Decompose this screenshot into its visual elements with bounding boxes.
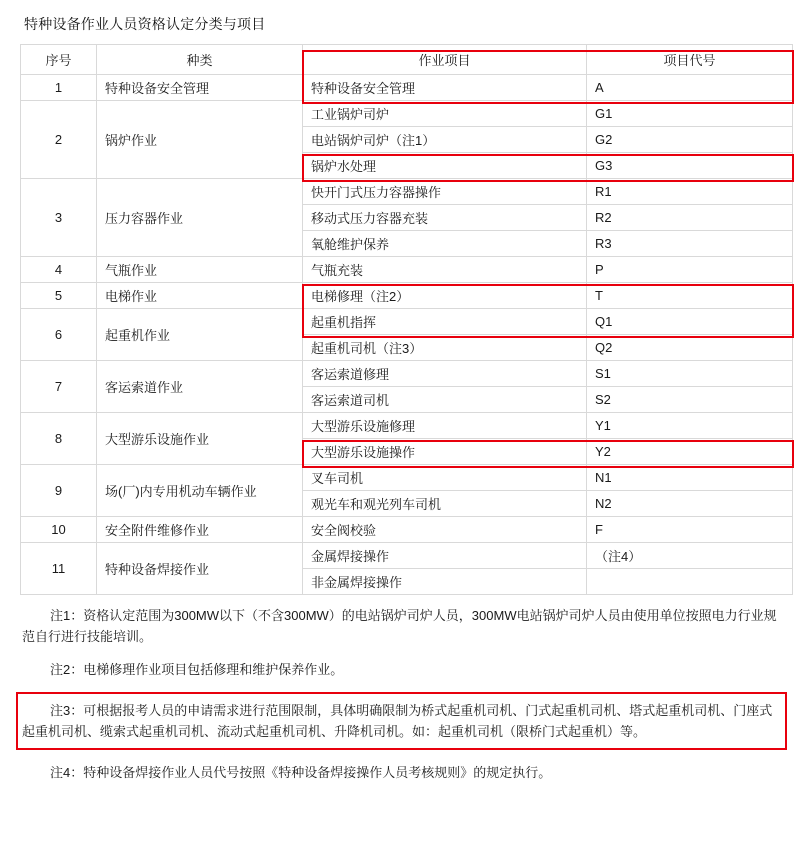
- table-header-row: [21, 45, 793, 75]
- cell-code: S1: [587, 361, 793, 387]
- cell-no: 5: [21, 283, 97, 309]
- table-body: [21, 75, 793, 595]
- table-row: [21, 75, 793, 101]
- column-header-code: 项目代号: [587, 45, 793, 75]
- cell-category: 大型游乐设施作业: [97, 413, 303, 465]
- cell-no: 8: [21, 413, 97, 465]
- cell-code: Q1: [587, 309, 793, 335]
- cell-no: 4: [21, 257, 97, 283]
- cell-code: R1: [587, 179, 793, 205]
- cell-code: S2: [587, 387, 793, 413]
- cell-no: 10: [21, 517, 97, 543]
- cell-item: 氧舱维护保养: [303, 231, 587, 257]
- cell-no: 1: [21, 75, 97, 101]
- cell-code: R3: [587, 231, 793, 257]
- cell-category: 起重机作业: [97, 309, 303, 361]
- cell-item: 安全阀校验: [303, 517, 587, 543]
- cell-item: 电梯修理（注2）: [303, 283, 587, 309]
- cell-item: 客运索道修理: [303, 361, 587, 387]
- cell-item: 特种设备安全管理: [303, 75, 587, 101]
- cell-item: 工业锅炉司炉: [303, 101, 587, 127]
- column-header-category: 种类: [97, 45, 303, 75]
- cell-category: 压力容器作业: [97, 179, 303, 257]
- cell-category: 特种设备安全管理: [97, 75, 303, 101]
- cell-code: A: [587, 75, 793, 101]
- cell-item: 客运索道司机: [303, 387, 587, 413]
- cell-category: 特种设备焊接作业: [97, 543, 303, 595]
- cell-item: 锅炉水处理: [303, 153, 587, 179]
- cell-category: 客运索道作业: [97, 361, 303, 413]
- column-header-item: 作业项目: [303, 45, 587, 75]
- cell-code: P: [587, 257, 793, 283]
- cell-code: Y1: [587, 413, 793, 439]
- note-text: 注3：可根据报考人员的申请需求进行范围限制，具体明确限制为桥式起重机司机、门式起重机司机、塔式起重机司机、门座式起重机司机、缆索式起重机司机、流动式起重机司机、升降机司机。如：起重机司机（限桥门式起重机）等。: [22, 703, 773, 739]
- cell-category: 电梯作业: [97, 283, 303, 309]
- cell-code: （注4）: [587, 543, 793, 569]
- cell-code: Q2: [587, 335, 793, 361]
- notes-section: [22, 605, 781, 783]
- cell-category: 气瓶作业: [97, 257, 303, 283]
- column-header-no: 序号: [21, 45, 97, 75]
- cell-item: 气瓶充装: [303, 257, 587, 283]
- cell-no: 6: [21, 309, 97, 361]
- table-row: [21, 309, 793, 335]
- table-row: [21, 361, 793, 387]
- qualification-table: [20, 44, 793, 595]
- cell-item: 叉车司机: [303, 465, 587, 491]
- cell-category: 锅炉作业: [97, 101, 303, 179]
- cell-item: 非金属焊接操作: [303, 569, 587, 595]
- cell-code: N1: [587, 465, 793, 491]
- cell-item: 起重机司机（注3）: [303, 335, 587, 361]
- table-row: [21, 283, 793, 309]
- cell-category: 场(厂)内专用机动车辆作业: [97, 465, 303, 517]
- cell-code: N2: [587, 491, 793, 517]
- cell-no: 7: [21, 361, 97, 413]
- note-note2: [22, 659, 781, 680]
- table-row: [21, 413, 793, 439]
- cell-no: 9: [21, 465, 97, 517]
- table-row: [21, 543, 793, 569]
- note-text: 注2：电梯修理作业项目包括修理和维护保养作业。: [50, 662, 344, 677]
- note-text: 注4：特种设备焊接作业人员代号按照《特种设备焊接操作人员考核规则》的规定执行。: [50, 765, 552, 780]
- cell-item: 电站锅炉司炉（注1）: [303, 127, 587, 153]
- page-title: 特种设备作业人员资格认定分类与项目: [24, 16, 266, 32]
- table-row: [21, 257, 793, 283]
- cell-code: [587, 569, 793, 595]
- table-row: [21, 465, 793, 491]
- cell-no: 3: [21, 179, 97, 257]
- cell-no: 2: [21, 101, 97, 179]
- table-row: [21, 517, 793, 543]
- cell-item: 移动式压力容器充装: [303, 205, 587, 231]
- table-row: [21, 179, 793, 205]
- note-note1: [22, 605, 781, 647]
- cell-no: 11: [21, 543, 97, 595]
- cell-code: G2: [587, 127, 793, 153]
- cell-code: T: [587, 283, 793, 309]
- cell-item: 快开门式压力容器操作: [303, 179, 587, 205]
- cell-item: 观光车和观光列车司机: [303, 491, 587, 517]
- cell-item: 金属焊接操作: [303, 543, 587, 569]
- cell-code: Y2: [587, 439, 793, 465]
- cell-item: 大型游乐设施操作: [303, 439, 587, 465]
- note-text: 注1：资格认定范围为300MW以下（不含300MW）的电站锅炉司炉人员，300MW电站锅炉司炉人员由使用单位按照电力行业规范自行进行技能培训。: [22, 608, 777, 644]
- cell-code: G3: [587, 153, 793, 179]
- cell-code: F: [587, 517, 793, 543]
- note-note3: [16, 692, 787, 750]
- table-row: [21, 101, 793, 127]
- cell-category: 安全附件维修作业: [97, 517, 303, 543]
- cell-item: 起重机指挥: [303, 309, 587, 335]
- cell-code: G1: [587, 101, 793, 127]
- note-note4: [22, 762, 781, 783]
- cell-item: 大型游乐设施修理: [303, 413, 587, 439]
- cell-code: R2: [587, 205, 793, 231]
